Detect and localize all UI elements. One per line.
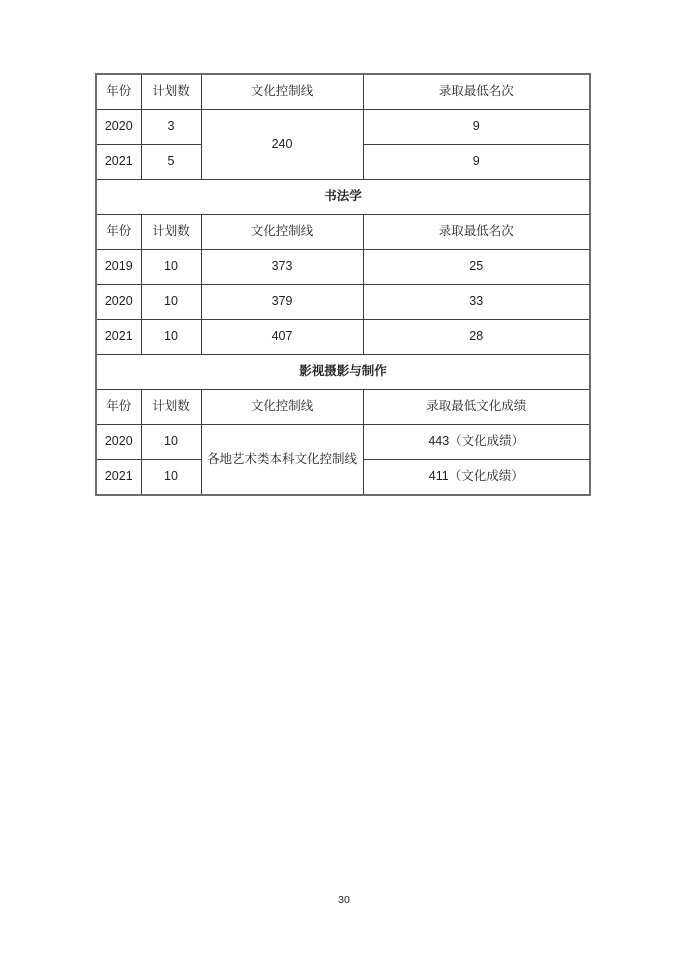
year-cell: 2020	[96, 285, 141, 320]
year-cell: 2019	[96, 250, 141, 285]
table-row	[96, 320, 590, 355]
header-plan-count: 计划数	[141, 215, 201, 250]
table-header-row	[96, 390, 590, 425]
table-header-row	[96, 74, 590, 110]
header-plan-count: 计划数	[141, 390, 201, 425]
control-line-cell: 373	[201, 250, 363, 285]
rank-cell: 33	[363, 285, 590, 320]
year-cell: 2021	[96, 320, 141, 355]
header-culture-control-line: 文化控制线	[201, 74, 363, 110]
plan-cell: 10	[141, 285, 201, 320]
rank-cell: 9	[363, 110, 590, 145]
header-lowest-admission-rank: 录取最低名次	[363, 74, 590, 110]
table-row	[96, 425, 590, 460]
table-row	[96, 285, 590, 320]
control-line-cell-merged: 各地艺术类本科文化控制线	[201, 425, 363, 496]
header-year: 年份	[96, 215, 141, 250]
section-title: 影视摄影与制作	[96, 355, 590, 390]
plan-cell: 10	[141, 320, 201, 355]
plan-cell: 5	[141, 145, 201, 180]
year-cell: 2020	[96, 425, 141, 460]
header-year: 年份	[96, 390, 141, 425]
plan-cell: 10	[141, 460, 201, 496]
table-header-row	[96, 215, 590, 250]
section-title-row-calligraphy	[96, 180, 590, 215]
plan-cell: 10	[141, 250, 201, 285]
section-title-row-film-photography	[96, 355, 590, 390]
year-cell: 2021	[96, 145, 141, 180]
section-title: 书法学	[96, 180, 590, 215]
plan-cell: 10	[141, 425, 201, 460]
control-line-cell-merged: 240	[201, 110, 363, 180]
header-lowest-culture-score: 录取最低文化成绩	[363, 390, 590, 425]
rank-cell: 9	[363, 145, 590, 180]
admission-stats-table	[95, 73, 591, 496]
page-number: 30	[338, 894, 350, 906]
control-line-cell: 379	[201, 285, 363, 320]
header-year: 年份	[96, 74, 141, 110]
header-culture-control-line: 文化控制线	[201, 215, 363, 250]
header-culture-control-line: 文化控制线	[201, 390, 363, 425]
header-plan-count: 计划数	[141, 74, 201, 110]
score-cell: 443（文化成绩）	[363, 425, 590, 460]
rank-cell: 28	[363, 320, 590, 355]
control-line-cell: 407	[201, 320, 363, 355]
plan-cell: 3	[141, 110, 201, 145]
year-cell: 2021	[96, 460, 141, 496]
table-row	[96, 250, 590, 285]
year-cell: 2020	[96, 110, 141, 145]
score-cell: 411（文化成绩）	[363, 460, 590, 496]
rank-cell: 25	[363, 250, 590, 285]
header-lowest-admission-rank: 录取最低名次	[363, 215, 590, 250]
table-row	[96, 110, 590, 145]
